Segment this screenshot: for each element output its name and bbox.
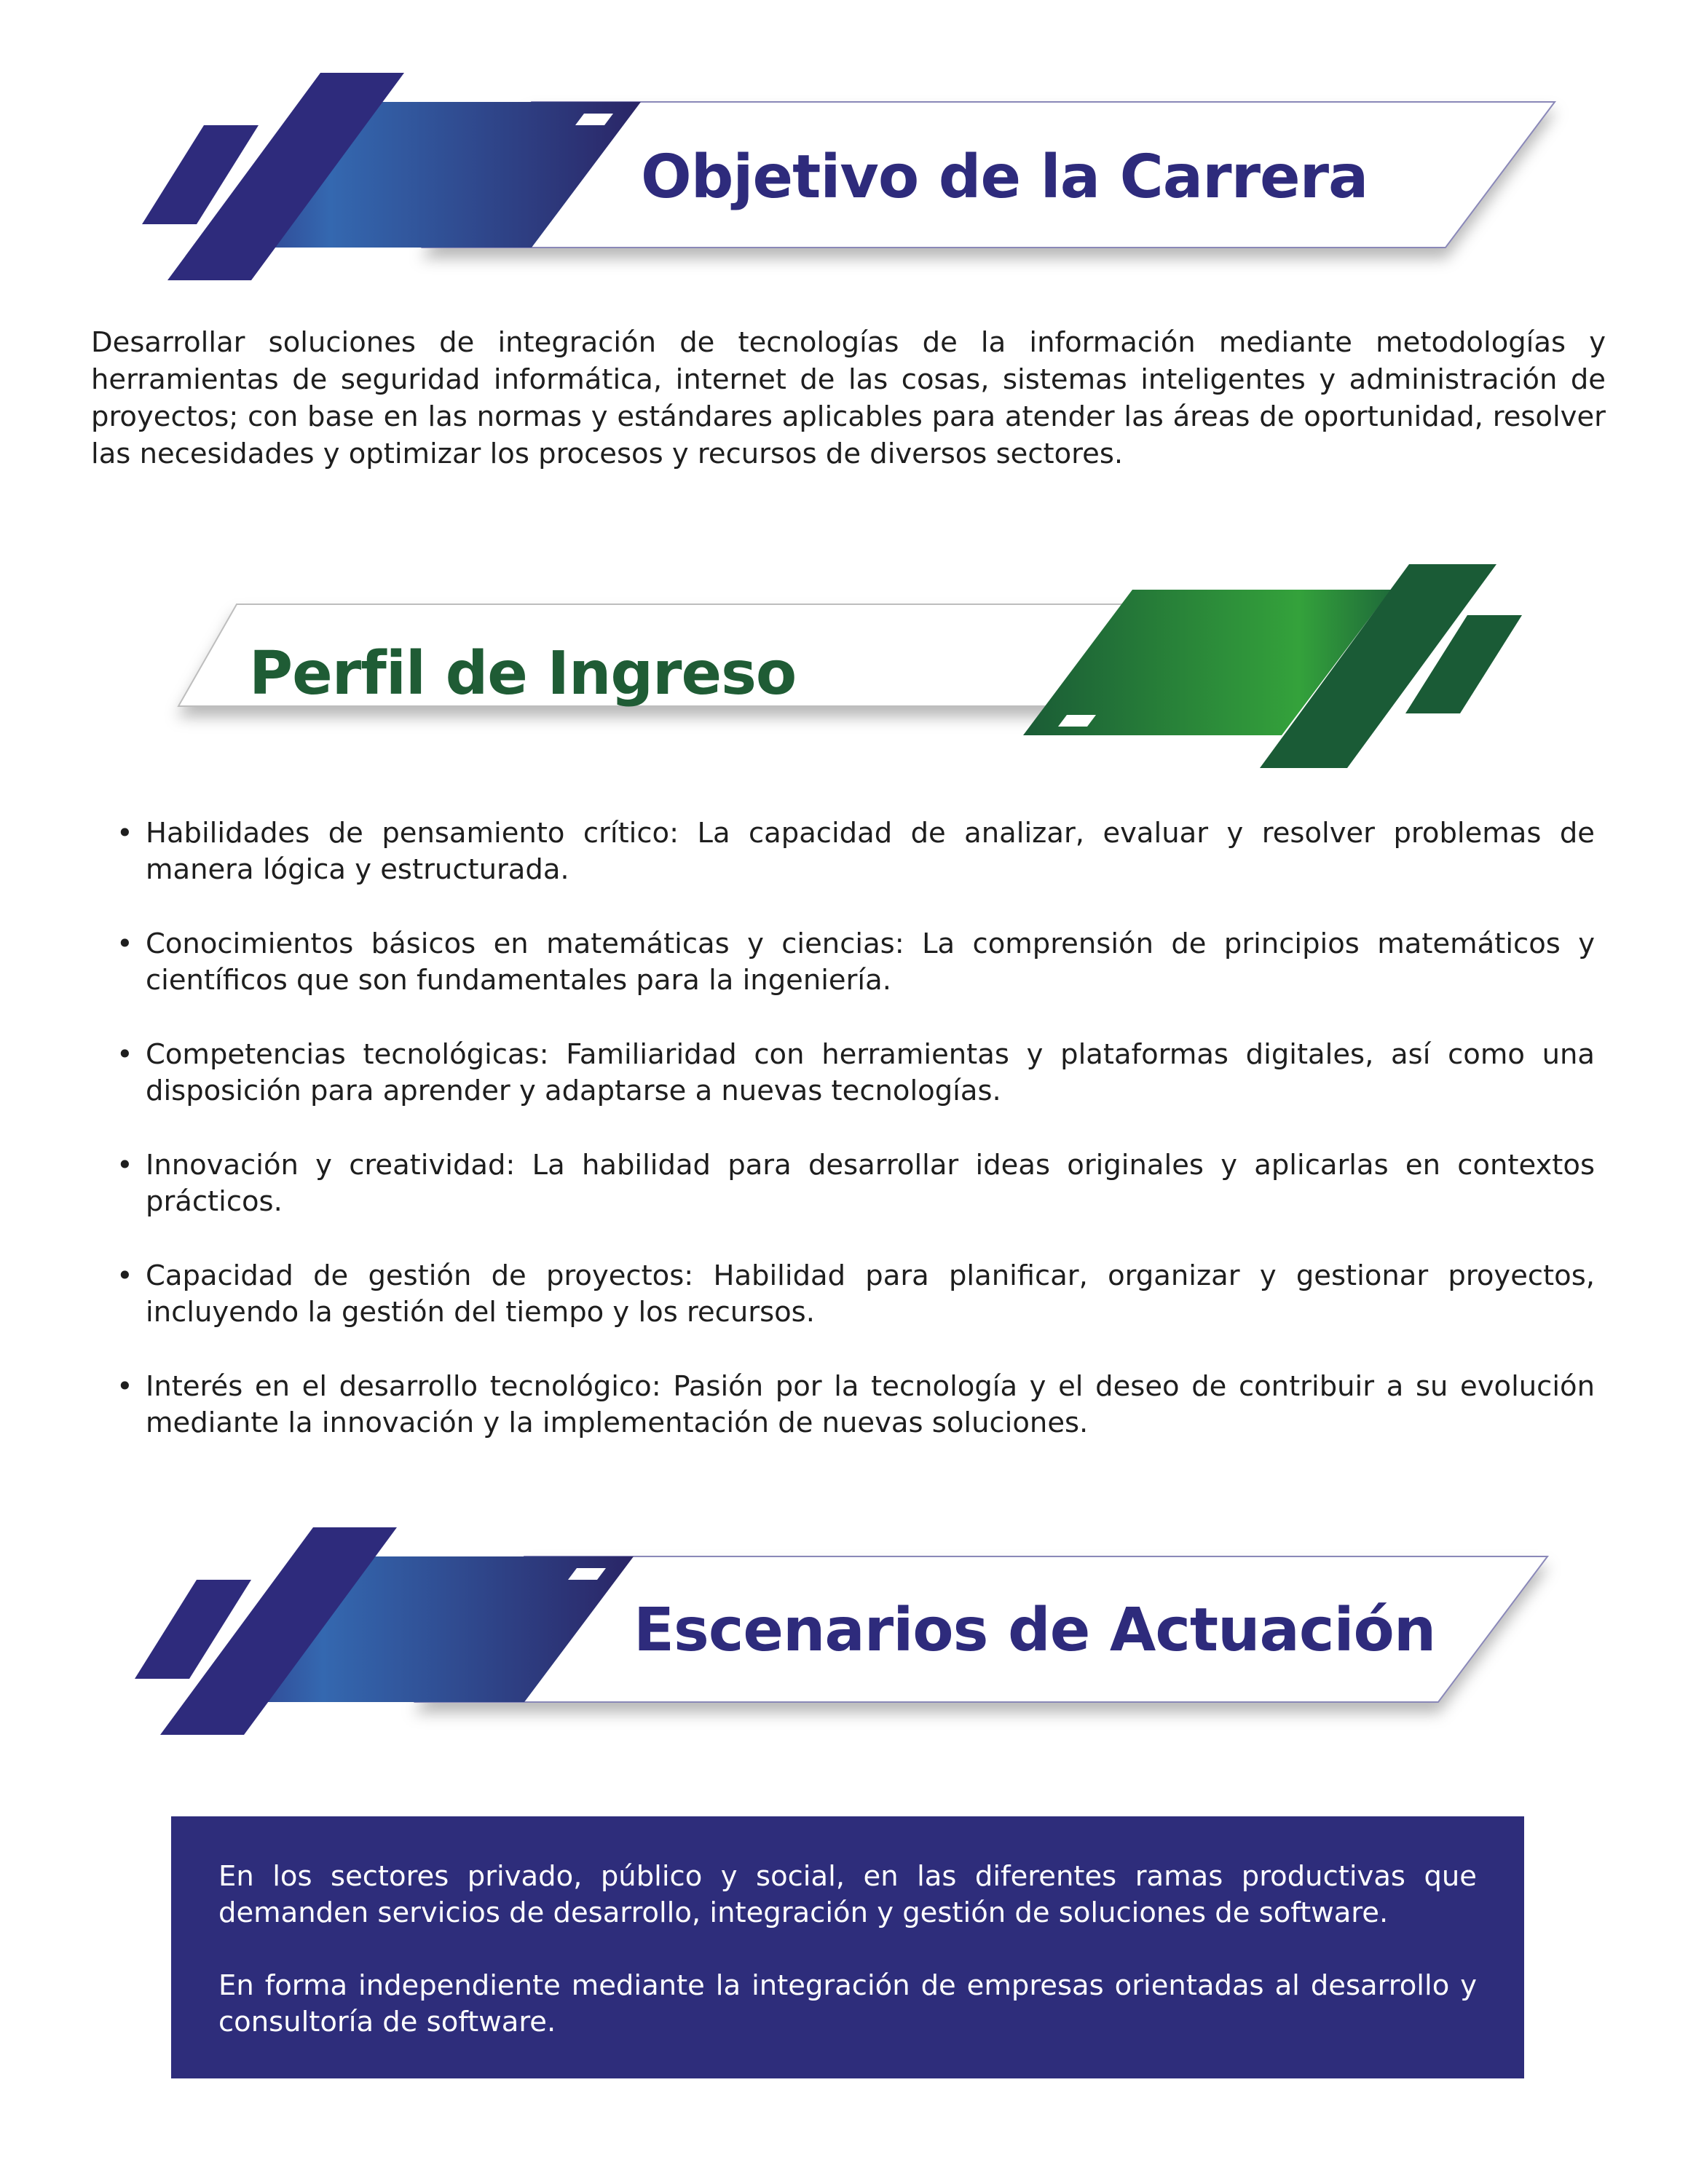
list-item bbox=[117, 926, 1595, 999]
scenario-paragraph: En forma independiente mediante la integración de empresas orientadas al desarrollo y consultoría de software. bbox=[218, 1969, 1477, 2038]
objective-banner bbox=[0, 58, 1688, 306]
list-item-text: Interés en el desarrollo tecnológico: Pasión por la tecnología y el deseo de contribuir a su evolución mediante la innovación y la implementación de nuevas soluciones. bbox=[146, 1370, 1595, 1439]
list-item-text: Innovación y creatividad: La habilidad para desarrollar ideas originales y aplicarlas en contextos prácticos. bbox=[146, 1149, 1595, 1218]
list-item-text: Conocimientos básicos en matemáticas y ciencias: La comprensión de principios matemáticos y científicos que son fundamentales para la ingeniería. bbox=[146, 927, 1595, 997]
profile-list bbox=[117, 815, 1595, 1479]
bullet-icon: • bbox=[117, 927, 133, 960]
bullet-icon: • bbox=[117, 817, 133, 850]
bullet-icon: • bbox=[117, 1149, 133, 1182]
scenarios-banner bbox=[0, 1514, 1688, 1762]
list-item-text: Competencias tecnológicas: Familiaridad con herramientas y plataformas digitales, así como una disposición para aprender y adaptarse a nuevas tecnologías. bbox=[146, 1038, 1595, 1107]
bullet-icon: • bbox=[117, 1259, 133, 1292]
objective-title: Objetivo de la Carrera bbox=[641, 143, 1368, 212]
list-item bbox=[117, 1258, 1595, 1331]
bullet-icon: • bbox=[117, 1370, 133, 1403]
profile-title: Perfil de Ingreso bbox=[249, 639, 797, 708]
list-item bbox=[117, 815, 1595, 888]
bullet-icon: • bbox=[117, 1038, 133, 1071]
list-item-text: Habilidades de pensamiento crítico: La capacidad de analizar, evaluar y resolver problemas de manera lógica y estructurada. bbox=[146, 817, 1595, 886]
objective-description: Desarrollar soluciones de integración de tecnologías de la información mediante metodologías y herramientas de seguridad informática, internet de las cosas, sistemas inteligentes y administración de proyectos; con base en las normas y estándares aplicables para atender las áreas de oportunidad, resolver las necesidades y optimizar los procesos y recursos de diversos sectores. bbox=[91, 326, 1606, 470]
profile-banner bbox=[0, 553, 1688, 801]
scenarios-title: Escenarios de Actuación bbox=[634, 1596, 1436, 1665]
list-item-text: Capacidad de gestión de proyectos: Habilidad para planificar, organizar y gestionar proyectos, incluyendo la gestión del tiempo y los recursos. bbox=[146, 1259, 1595, 1329]
list-item bbox=[117, 1037, 1595, 1109]
list-item bbox=[117, 1147, 1595, 1220]
scenario-paragraph: En los sectores privado, público y social, en las diferentes ramas productivas que demanden servicios de desarrollo, integración y gestión de soluciones de software. bbox=[218, 1860, 1477, 1929]
list-item bbox=[117, 1369, 1595, 1441]
scenarios-box bbox=[171, 1816, 1524, 2078]
